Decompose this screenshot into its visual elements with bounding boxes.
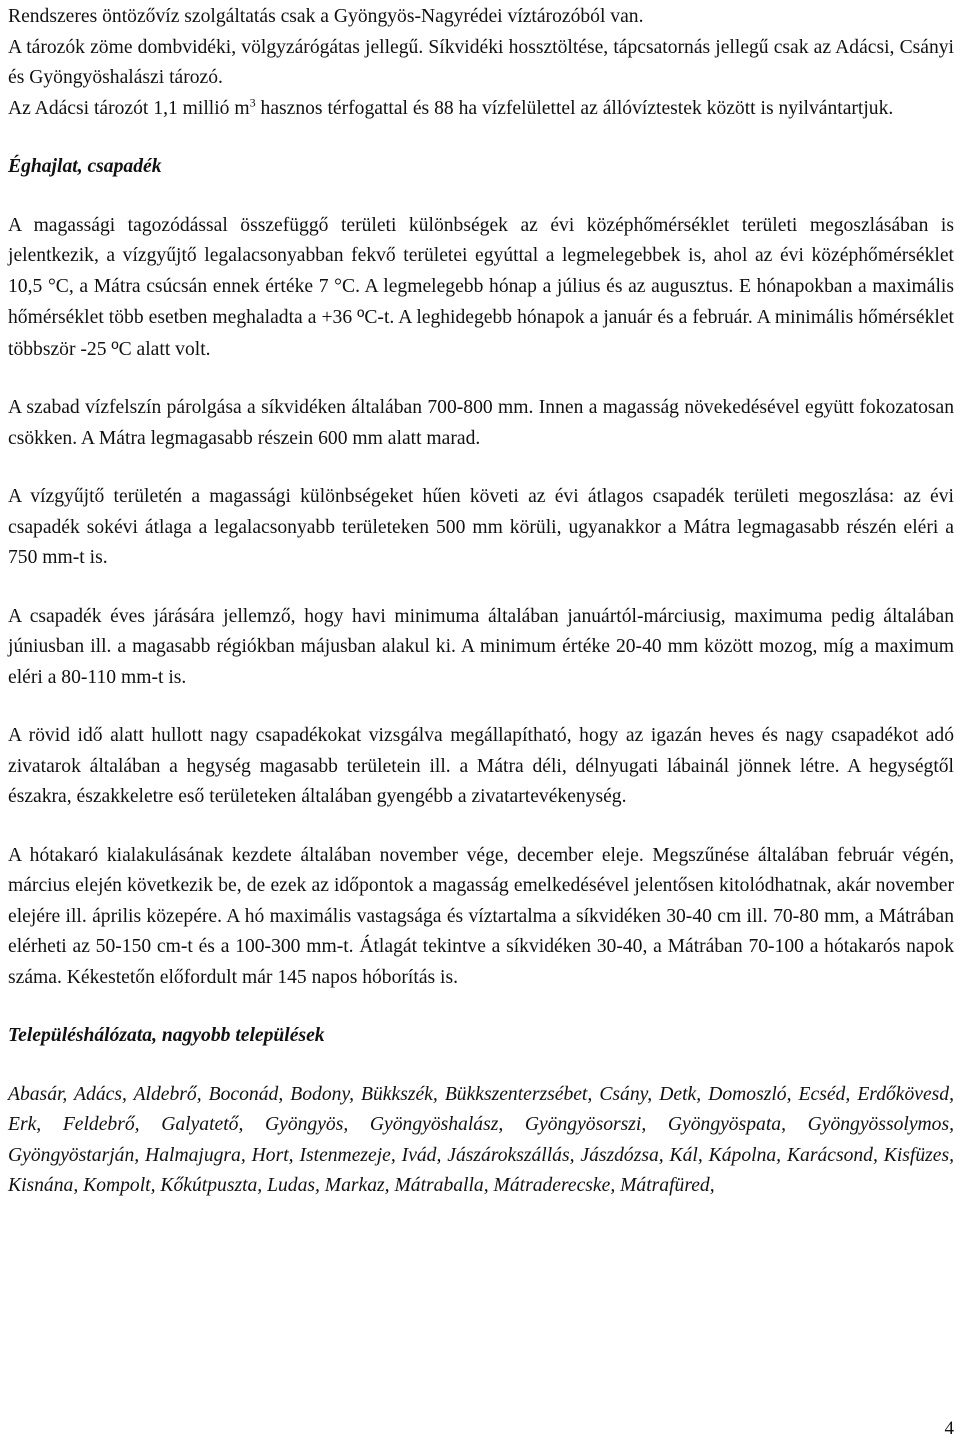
paragraph-storms: A rövid idő alatt hullott nagy csapadékokat vizsgálva megállapítható, hogy az igazán heves és nagy csapadékot adó zivatarok általában a hegység magasabb területein ill. a Mátra déli, délnyugati lábainál jönnek létre. A hegységtől északra, északkeletre eső területeken általában gyengébb a zivatartevékenység.	[8, 725, 954, 807]
intro-line-3a: Az Adácsi tározót 1,1 millió m	[8, 97, 250, 119]
document-page	[8, 2, 954, 1202]
temperature-text-a: A magassági tagozódással összefüggő területi különbségek az évi középhőmérséklet területi megoszlásában is jelentkezik, a vízgyűjtő legalacsonyabban fekvő területei egyúttal a legmelegebbek is, ahol az évi középhőmérséklet 10,5 °C, a Mátra csúcsán ennek értéke 7 °C. A legmelegebb hónap a július és az augusztus. E hónapokban a maximális hőmérséklet több esetben meghaladta a +36	[8, 214, 954, 328]
paragraph-precipitation-annual: A csapadék éves járására jellemző, hogy havi minimuma általában januártól-márciusig, maximuma pedig általában júniusban ill. a magasabb régiókban májusban alakul ki. A minimum értéke 20-40 mm között mozog, míg a maximum eléri a 80-110 mm-t is.	[8, 605, 954, 688]
superscript-3: 3	[249, 94, 256, 109]
temperature-text-c: C alatt volt.	[118, 338, 211, 360]
paragraph-evaporation: A szabad vízfelszín párolgása a síkvidéken általában 700-800 mm. Innen a magasság növekedésével együtt fokozatosan csökken. A Mátra legmagasabb részein 600 mm alatt marad.	[8, 397, 954, 449]
paragraph-precipitation-distribution: A vízgyűjtő területén a magassági különbségeket hűen követi az évi átlagos csapadék területi megoszlása: az évi csapadék sokévi átlaga a legalacsonyabb területeken 500 mm körüli, ugyanakkor a Mátra legmagasabb részén eléri a 750 mm-t is.	[8, 486, 954, 568]
settlements-list: Abasár, Adács, Aldebrő, Boconád, Bodony, Bükkszék, Bükkszenterzsébet, Csány, Detk, Domoszló, Ecséd, Erdőkövesd, Erk, Feldebrő, Galyatető, Gyöngyös, Gyöngyöshalász, Gyöngyösorszi, Gyöngyöspata, Gyöngyössolymos, Gyöngyöstarján, Halmajugra, Hort, Istenmezeje, Ivád, Jászárokszállás, Jászdózsa, Kál, Kápolna, Karácsond, Kisfüzes, Kisnána, Kompolt, Kőkútpuszta, Ludas, Markaz, Mátraballa, Mátraderecske, Mátrafüred,	[8, 1083, 954, 1196]
intro-line-1: Rendszeres öntözővíz szolgáltatás csak a Gyöngyös-Nagyrédei víztározóból van.	[8, 6, 644, 27]
paragraph-temperature	[8, 211, 954, 366]
temperature-text-b: C-t. A leghidegebb hónapok a január és a február. A minimális hőmérséklet többször -25	[8, 307, 954, 360]
degree-symbol-2: º	[111, 337, 119, 360]
degree-symbol-1: º	[357, 306, 365, 328]
heading-settlements: Településhálózata, nagyobb települések	[8, 1025, 325, 1046]
paragraph-snow-cover: A hótakaró kialakulásának kezdete általában november vége, december eleje. Megszűnése általában február végén, március elején következik be, de ezek az időpontok a magasság emelkedésével jelentősen kitolódhatnak, akár november elejére ill. április közepére. A hó maximális vastagsága és víztartalma a síkvidéken 30-40 cm ill. 70-80 mm, a Mátrában elérheti az 50-150 cm-t és a 100-300 mm-t. Átlagát tekintve a síkvidéken 30-40, a Mátrában 70-100 a hótakarós napok száma. Kékestetőn előfordult már 145 napos hóborítás is.	[8, 844, 954, 988]
intro-paragraph	[8, 2, 954, 124]
heading-climate: Éghajlat, csapadék	[8, 156, 162, 177]
intro-line-3b: hasznos térfogattal és 88 ha vízfelülettel az állóvíztestek között is nyilvántartjuk.	[255, 97, 894, 119]
intro-line-2: A tározók zöme dombvidéki, völgyzárógátas jellegű. Síkvidéki hossztöltése, tápcsatornás jellegű csak az Adácsi, Csányi és Gyöngyöshalászi tározó.	[8, 36, 954, 88]
page-number: 4	[944, 1418, 954, 1439]
